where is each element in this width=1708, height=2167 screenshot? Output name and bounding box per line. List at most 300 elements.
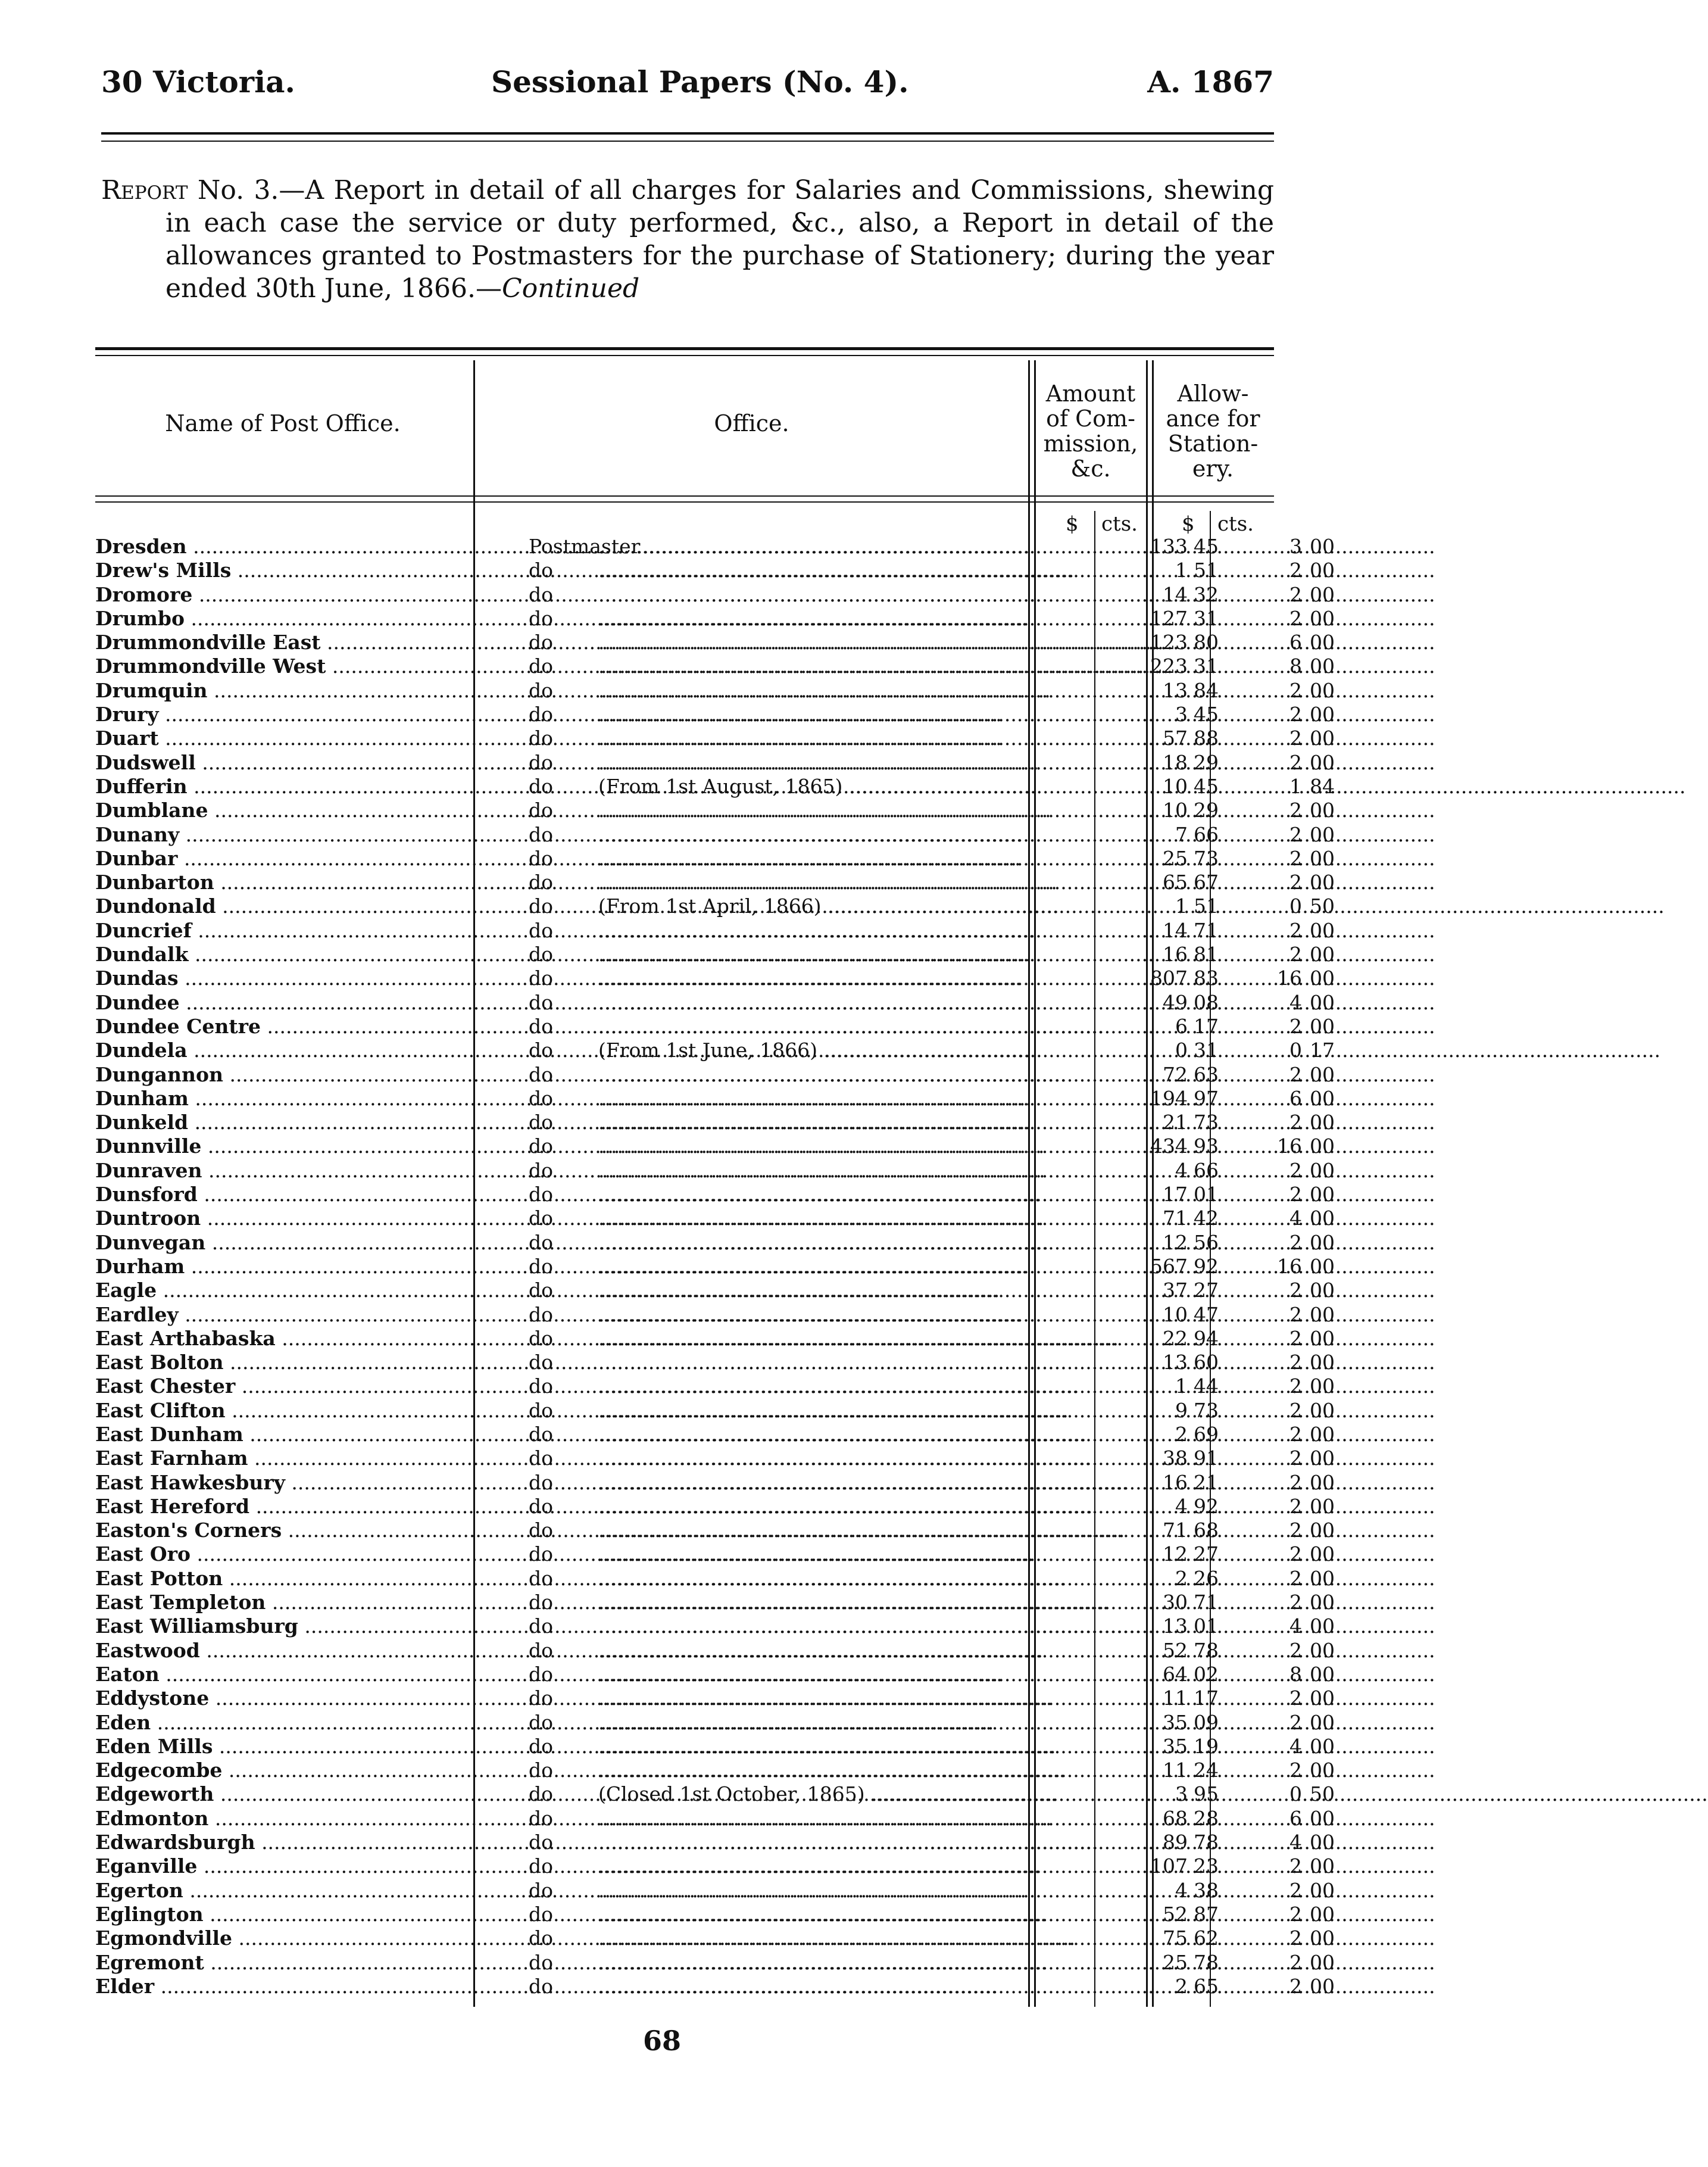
table-row bbox=[95, 1279, 1335, 1302]
office-title: do bbox=[529, 1758, 553, 1782]
stationery-dollars: 2 bbox=[1289, 1950, 1302, 1974]
commission-dollars: 10 bbox=[1163, 799, 1188, 822]
stationery-cents: 00 bbox=[1310, 1374, 1335, 1398]
office-title: do bbox=[529, 1134, 553, 1158]
office-title: do bbox=[529, 1158, 553, 1182]
stationery-dollars: 16 bbox=[1277, 1134, 1302, 1158]
commission-cents: 71 bbox=[1194, 1591, 1219, 1614]
commission-dollars: 4 bbox=[1175, 1878, 1188, 1902]
post-office-name: Egmondville ..... bbox=[95, 1926, 470, 1950]
stationery-cents: 00 bbox=[1310, 1134, 1335, 1158]
stationery-dollars: 0 bbox=[1289, 894, 1302, 918]
stationery-cents: 00 bbox=[1310, 871, 1335, 894]
commission-cents: 91 bbox=[1194, 1446, 1219, 1470]
stationery-cents: 00 bbox=[1310, 1111, 1335, 1134]
stationery-dollars: 4 bbox=[1289, 1734, 1302, 1758]
commission-dollars: 14 bbox=[1163, 918, 1188, 942]
commission-cents: 66 bbox=[1194, 1158, 1219, 1182]
header-rule-top bbox=[101, 132, 1274, 135]
stationery-dollars: 2 bbox=[1289, 822, 1302, 846]
stationery-cents: 00 bbox=[1310, 1302, 1335, 1326]
commission-dollars: 71 bbox=[1163, 1519, 1188, 1542]
table-row bbox=[95, 1230, 1335, 1255]
table-row bbox=[95, 990, 1335, 1015]
commission-cents: 92 bbox=[1194, 1254, 1219, 1278]
commission-cents: 83 bbox=[1194, 966, 1219, 990]
stationery-cents: 00 bbox=[1310, 1398, 1335, 1422]
commission-dollars: 57 bbox=[1163, 727, 1188, 750]
stationery-dollars: 4 bbox=[1289, 990, 1302, 1014]
post-office-name: Easton's Corners ..... bbox=[95, 1519, 470, 1542]
stationery-cents: 00 bbox=[1310, 1326, 1335, 1350]
post-office-name: Dunham ..... bbox=[95, 1087, 470, 1111]
commission-dollars: 37 bbox=[1163, 1279, 1188, 1302]
office-title: do bbox=[529, 1902, 553, 1926]
table-row bbox=[95, 1422, 1335, 1446]
stationery-cents: 00 bbox=[1310, 1470, 1335, 1494]
stationery-cents: 00 bbox=[1310, 943, 1335, 966]
office-title: do bbox=[529, 631, 553, 654]
commission-cents: 73 bbox=[1194, 1398, 1219, 1422]
post-office-name: Dundee ..... bbox=[95, 991, 470, 1015]
stationery-dollars: 2 bbox=[1289, 606, 1302, 630]
office-title: do bbox=[529, 1831, 553, 1854]
post-office-name: Drumquin ..... bbox=[95, 679, 470, 703]
stationery-cents: 00 bbox=[1310, 1254, 1335, 1278]
commission-cents: 80 bbox=[1194, 631, 1219, 654]
commission-cents: 73 bbox=[1194, 846, 1219, 870]
office-title: do bbox=[529, 990, 553, 1014]
table-row bbox=[95, 631, 1335, 654]
stationery-cents: 00 bbox=[1310, 1542, 1335, 1566]
stationery-cents: 00 bbox=[1310, 1854, 1335, 1878]
stationery-cents: 00 bbox=[1310, 1158, 1335, 1182]
stationery-dollars: 4 bbox=[1289, 1614, 1302, 1638]
commission-dollars: 49 bbox=[1163, 990, 1188, 1014]
stationery-cents: 00 bbox=[1310, 1279, 1335, 1302]
stationery-dollars: 2 bbox=[1289, 1519, 1302, 1542]
stationery-cents: 00 bbox=[1310, 1974, 1335, 1998]
report-continued: Continued bbox=[502, 273, 640, 304]
stationery-dollars: 1 bbox=[1289, 774, 1302, 798]
post-office-name: Drumbo ..... bbox=[95, 607, 470, 631]
commission-cents: 29 bbox=[1194, 750, 1219, 774]
office-title: do bbox=[529, 1519, 553, 1542]
post-office-table bbox=[95, 535, 1335, 1998]
table-row bbox=[95, 918, 1335, 943]
table-row bbox=[95, 1326, 1335, 1351]
post-office-name: East Templeton ..... bbox=[95, 1591, 470, 1614]
commission-dollars: 223 bbox=[1150, 654, 1188, 678]
commission-cents: 78 bbox=[1194, 1950, 1219, 1974]
office-title: do bbox=[529, 799, 553, 822]
post-office-name: Eddystone ..... bbox=[95, 1686, 470, 1710]
stationery-dollars: 8 bbox=[1289, 1662, 1302, 1686]
table-row bbox=[95, 1470, 1335, 1495]
table-row bbox=[95, 1806, 1335, 1831]
stationery-dollars: 2 bbox=[1289, 918, 1302, 942]
stationery-cents: 00 bbox=[1310, 1062, 1335, 1086]
post-office-name: Dundela ..... bbox=[95, 1039, 470, 1062]
post-office-name: Dromore ..... bbox=[95, 583, 470, 607]
office-title: do bbox=[529, 1734, 553, 1758]
commission-cents: 94 bbox=[1194, 1326, 1219, 1350]
table-row bbox=[95, 1710, 1335, 1735]
table-row bbox=[95, 1446, 1335, 1470]
office-title: do bbox=[529, 1254, 553, 1278]
office-title: do bbox=[529, 1470, 553, 1494]
column-header-amount: Amount of Com-mission, &c. bbox=[1043, 381, 1138, 482]
commission-cents: 62 bbox=[1194, 1926, 1219, 1950]
table-row bbox=[95, 1566, 1335, 1591]
report-text: No. 3.—A Report in detail of all charges for Salaries and Commissions, shewing in each case the service or duty performed, &c., also, a Report in detail of the allowances granted to Postmasters for the purchase of Stationery; during the year ended 30th June, 1866.— bbox=[166, 175, 1274, 304]
post-office-name: Eden Mills ..... bbox=[95, 1735, 470, 1758]
commission-cents: 63 bbox=[1194, 1062, 1219, 1086]
office-title: do bbox=[529, 774, 553, 798]
post-office-name: Eglington ..... bbox=[95, 1903, 470, 1926]
stationery-cents: 00 bbox=[1310, 559, 1335, 582]
stationery-dollars: 2 bbox=[1289, 678, 1302, 702]
office-title: do bbox=[529, 1111, 553, 1134]
stationery-cents: 00 bbox=[1310, 606, 1335, 630]
table-row bbox=[95, 1398, 1335, 1423]
commission-dollars: 567 bbox=[1150, 1254, 1188, 1278]
stationery-dollars: 2 bbox=[1289, 1710, 1302, 1734]
post-office-name: Edgeworth ..... bbox=[95, 1782, 470, 1806]
office-title: do bbox=[529, 1230, 553, 1254]
report-description bbox=[101, 174, 1274, 305]
post-office-name: Dunkeld ..... bbox=[95, 1111, 470, 1134]
commission-dollars: 11 bbox=[1163, 1758, 1188, 1782]
unit-cents-amount: cts. bbox=[1101, 512, 1138, 536]
table-row bbox=[95, 943, 1335, 966]
commission-cents: 38 bbox=[1194, 1878, 1219, 1902]
table-row bbox=[95, 1302, 1335, 1327]
stationery-dollars: 2 bbox=[1289, 1326, 1302, 1350]
commission-dollars: 22 bbox=[1163, 1326, 1188, 1350]
post-office-name: Eardley ..... bbox=[95, 1303, 470, 1327]
commission-cents: 73 bbox=[1194, 1111, 1219, 1134]
stationery-dollars: 2 bbox=[1289, 1302, 1302, 1326]
commission-cents: 09 bbox=[1194, 1710, 1219, 1734]
post-office-name: Dunraven ..... bbox=[95, 1159, 470, 1183]
commission-dollars: 3 bbox=[1175, 703, 1188, 727]
commission-dollars: 807 bbox=[1150, 966, 1188, 990]
commission-dollars: 133 bbox=[1150, 535, 1188, 558]
office-title: Postmaster bbox=[529, 535, 641, 558]
commission-dollars: 2 bbox=[1175, 1566, 1188, 1590]
commission-cents: 27 bbox=[1194, 1542, 1219, 1566]
table-row bbox=[95, 1351, 1335, 1374]
stationery-cents: 00 bbox=[1310, 1086, 1335, 1110]
commission-dollars: 25 bbox=[1163, 1950, 1188, 1974]
commission-cents: 45 bbox=[1194, 774, 1219, 798]
office-title: do bbox=[529, 1614, 553, 1638]
office-title: do bbox=[529, 1086, 553, 1110]
office-title: do bbox=[529, 1446, 553, 1470]
post-office-name: East Clifton ..... bbox=[95, 1399, 470, 1423]
table-row bbox=[95, 774, 1335, 799]
office-title: do bbox=[529, 678, 553, 702]
office-note: (From 1st April, 1866) ..... bbox=[598, 894, 1122, 918]
column-header-allowance: Allow-ance for Station-ery. bbox=[1166, 381, 1260, 482]
office-note: (Closed 1st October, 1865) ..... bbox=[598, 1782, 1122, 1806]
office-title: do bbox=[529, 1854, 553, 1878]
table-row bbox=[95, 1974, 1335, 1998]
office-title: do bbox=[529, 1710, 553, 1734]
commission-cents: 66 bbox=[1194, 822, 1219, 846]
office-title: do bbox=[529, 1302, 553, 1326]
stationery-dollars: 6 bbox=[1289, 1806, 1302, 1830]
commission-dollars: 14 bbox=[1163, 582, 1188, 606]
office-title: do bbox=[529, 1039, 553, 1062]
stationery-dollars: 2 bbox=[1289, 1422, 1302, 1446]
header-rule-bottom bbox=[101, 141, 1274, 142]
table-row bbox=[95, 966, 1335, 990]
office-title: do bbox=[529, 559, 553, 582]
table-row bbox=[95, 1111, 1335, 1134]
post-office-name: Dundee Centre ..... bbox=[95, 1015, 470, 1039]
stationery-dollars: 4 bbox=[1289, 1831, 1302, 1854]
post-office-name: East Hereford ..... bbox=[95, 1495, 470, 1519]
stationery-cents: 50 bbox=[1310, 1782, 1335, 1806]
stationery-cents: 00 bbox=[1310, 582, 1335, 606]
stationery-cents: 00 bbox=[1310, 1566, 1335, 1590]
table-row bbox=[95, 1926, 1335, 1950]
table-row bbox=[95, 1183, 1335, 1206]
table-row bbox=[95, 1086, 1335, 1111]
commission-cents: 68 bbox=[1194, 1519, 1219, 1542]
stationery-dollars: 2 bbox=[1289, 1351, 1302, 1374]
stationery-dollars: 3 bbox=[1289, 535, 1302, 558]
post-office-name: Egerton ..... bbox=[95, 1879, 470, 1903]
commission-cents: 47 bbox=[1194, 1302, 1219, 1326]
commission-dollars: 89 bbox=[1163, 1831, 1188, 1854]
commission-cents: 71 bbox=[1194, 918, 1219, 942]
commission-cents: 31 bbox=[1194, 654, 1219, 678]
commission-dollars: 10 bbox=[1163, 774, 1188, 798]
commission-dollars: 52 bbox=[1163, 1902, 1188, 1926]
stationery-dollars: 2 bbox=[1289, 582, 1302, 606]
stationery-cents: 00 bbox=[1310, 535, 1335, 558]
post-office-name: Eastwood ..... bbox=[95, 1639, 470, 1663]
commission-dollars: 65 bbox=[1163, 871, 1188, 894]
office-title: do bbox=[529, 1926, 553, 1950]
stationery-cents: 00 bbox=[1310, 1662, 1335, 1686]
post-office-name: East Potton ..... bbox=[95, 1567, 470, 1591]
post-office-name: Dunvegan ..... bbox=[95, 1231, 470, 1255]
table-row bbox=[95, 1591, 1335, 1614]
post-office-name: Dunbar ..... bbox=[95, 847, 470, 871]
office-title: do bbox=[529, 1566, 553, 1590]
table-row bbox=[95, 1039, 1335, 1062]
unit-dollar-amount: $ bbox=[1066, 512, 1079, 536]
table-row bbox=[95, 1902, 1335, 1926]
stationery-dollars: 2 bbox=[1289, 1230, 1302, 1254]
table-row bbox=[95, 703, 1335, 727]
stationery-dollars: 2 bbox=[1289, 750, 1302, 774]
page-number: 68 bbox=[643, 2025, 682, 2057]
stationery-dollars: 2 bbox=[1289, 1758, 1302, 1782]
table-row bbox=[95, 1782, 1335, 1806]
table-row bbox=[95, 1686, 1335, 1710]
commission-cents: 78 bbox=[1194, 1638, 1219, 1662]
office-title: do bbox=[529, 1279, 553, 1302]
commission-dollars: 13 bbox=[1163, 678, 1188, 702]
table-row bbox=[95, 1542, 1335, 1566]
office-note: (From 1st August, 1865) ..... bbox=[598, 775, 1122, 799]
commission-cents: 51 bbox=[1194, 559, 1219, 582]
commission-cents: 24 bbox=[1194, 1758, 1219, 1782]
office-note: (From 1st June, 1866) ..... bbox=[598, 1039, 1122, 1062]
post-office-name: East Dunham ..... bbox=[95, 1423, 470, 1446]
stationery-cents: 00 bbox=[1310, 1638, 1335, 1662]
table-row bbox=[95, 1758, 1335, 1782]
commission-dollars: 11 bbox=[1163, 1686, 1188, 1710]
post-office-name: Eganville ..... bbox=[95, 1854, 470, 1878]
stationery-dollars: 2 bbox=[1289, 1062, 1302, 1086]
office-title: do bbox=[529, 1398, 553, 1422]
commission-dollars: 12 bbox=[1163, 1542, 1188, 1566]
stationery-dollars: 2 bbox=[1289, 703, 1302, 727]
stationery-dollars: 2 bbox=[1289, 1638, 1302, 1662]
commission-cents: 08 bbox=[1194, 990, 1219, 1014]
post-office-name: Elder ..... bbox=[95, 1975, 470, 1998]
stationery-cents: 00 bbox=[1310, 678, 1335, 702]
table-row bbox=[95, 1614, 1335, 1638]
office-title: do bbox=[529, 943, 553, 966]
post-office-name: Dundalk ..... bbox=[95, 943, 470, 966]
table-row bbox=[95, 1134, 1335, 1158]
stationery-cents: 00 bbox=[1310, 1446, 1335, 1470]
commission-dollars: 2 bbox=[1175, 1974, 1188, 1998]
commission-cents: 97 bbox=[1194, 1086, 1219, 1110]
stationery-dollars: 2 bbox=[1289, 871, 1302, 894]
commission-dollars: 75 bbox=[1163, 1926, 1188, 1950]
table-row bbox=[95, 1494, 1335, 1519]
office-title: do bbox=[529, 1662, 553, 1686]
post-office-name: Drury ..... bbox=[95, 703, 470, 727]
commission-dollars: 17 bbox=[1163, 1183, 1188, 1206]
post-office-name: Dunsford ..... bbox=[95, 1183, 470, 1206]
report-lead: Report bbox=[101, 175, 188, 205]
stationery-dollars: 2 bbox=[1289, 1854, 1302, 1878]
stationery-dollars: 6 bbox=[1289, 1086, 1302, 1110]
table-row bbox=[95, 750, 1335, 775]
post-office-name: Eagle ..... bbox=[95, 1279, 470, 1302]
stationery-cents: 00 bbox=[1310, 1686, 1335, 1710]
commission-dollars: 71 bbox=[1163, 1206, 1188, 1230]
commission-cents: 17 bbox=[1194, 1014, 1219, 1038]
commission-cents: 93 bbox=[1194, 1134, 1219, 1158]
post-office-name: East Hawkesbury ..... bbox=[95, 1471, 470, 1495]
table-row bbox=[95, 1854, 1335, 1878]
post-office-name: Edgecombe ..... bbox=[95, 1758, 470, 1782]
office-title: do bbox=[529, 1062, 553, 1086]
stationery-cents: 00 bbox=[1310, 703, 1335, 727]
office-title: do bbox=[529, 1782, 553, 1806]
office-title: do bbox=[529, 1806, 553, 1830]
table-row bbox=[95, 678, 1335, 703]
table-row bbox=[95, 894, 1335, 918]
post-office-name: Dunbarton ..... bbox=[95, 871, 470, 894]
post-office-name: Duart ..... bbox=[95, 727, 470, 750]
office-title: do bbox=[529, 846, 553, 870]
stationery-dollars: 2 bbox=[1289, 1014, 1302, 1038]
commission-cents: 27 bbox=[1194, 1279, 1219, 1302]
table-row bbox=[95, 1519, 1335, 1542]
stationery-cents: 00 bbox=[1310, 1183, 1335, 1206]
commission-cents: 60 bbox=[1194, 1351, 1219, 1374]
table-row bbox=[95, 606, 1335, 631]
header-bottom-rule-2 bbox=[95, 501, 1274, 503]
stationery-dollars: 2 bbox=[1289, 1183, 1302, 1206]
commission-cents: 56 bbox=[1194, 1230, 1219, 1254]
header-bottom-rule bbox=[95, 495, 1274, 497]
commission-dollars: 13 bbox=[1163, 1351, 1188, 1374]
table-row bbox=[95, 1254, 1335, 1279]
stationery-cents: 00 bbox=[1310, 1351, 1335, 1374]
stationery-dollars: 2 bbox=[1289, 943, 1302, 966]
commission-dollars: 68 bbox=[1163, 1806, 1188, 1830]
office-title: do bbox=[529, 1326, 553, 1350]
commission-cents: 26 bbox=[1194, 1566, 1219, 1590]
commission-cents: 92 bbox=[1194, 1494, 1219, 1518]
office-title: do bbox=[529, 1014, 553, 1038]
stationery-cents: 00 bbox=[1310, 1806, 1335, 1830]
commission-dollars: 194 bbox=[1150, 1086, 1188, 1110]
office-title: do bbox=[529, 727, 553, 750]
stationery-dollars: 6 bbox=[1289, 631, 1302, 654]
post-office-name: East Arthabaska ..... bbox=[95, 1327, 470, 1351]
office-title: do bbox=[529, 1494, 553, 1518]
office-title: do bbox=[529, 1638, 553, 1662]
table-row bbox=[95, 1950, 1335, 1975]
post-office-name: Eden ..... bbox=[95, 1711, 470, 1735]
commission-dollars: 6 bbox=[1175, 1014, 1188, 1038]
stationery-dollars: 2 bbox=[1289, 1566, 1302, 1590]
stationery-dollars: 16 bbox=[1277, 1254, 1302, 1278]
office-title: do bbox=[529, 1878, 553, 1902]
stationery-dollars: 4 bbox=[1289, 1206, 1302, 1230]
stationery-dollars: 2 bbox=[1289, 559, 1302, 582]
commission-dollars: 4 bbox=[1175, 1494, 1188, 1518]
post-office-name: Drew's Mills ..... bbox=[95, 559, 470, 582]
commission-dollars: 30 bbox=[1163, 1591, 1188, 1614]
post-office-name: Dufferin ..... bbox=[95, 775, 470, 799]
stationery-dollars: 0 bbox=[1289, 1782, 1302, 1806]
commission-cents: 95 bbox=[1194, 1782, 1219, 1806]
commission-cents: 02 bbox=[1194, 1662, 1219, 1686]
table-row bbox=[95, 1734, 1335, 1758]
stationery-dollars: 8 bbox=[1289, 654, 1302, 678]
table-row bbox=[95, 559, 1335, 582]
unit-dollar-allowance: $ bbox=[1182, 512, 1195, 536]
office-title: do bbox=[529, 1183, 553, 1206]
commission-dollars: 16 bbox=[1163, 1470, 1188, 1494]
post-office-name: East Chester ..... bbox=[95, 1374, 470, 1398]
stationery-dollars: 16 bbox=[1277, 966, 1302, 990]
stationery-cents: 00 bbox=[1310, 822, 1335, 846]
stationery-cents: 00 bbox=[1310, 750, 1335, 774]
office-title: do bbox=[529, 822, 553, 846]
commission-cents: 65 bbox=[1194, 1974, 1219, 1998]
stationery-dollars: 2 bbox=[1289, 1158, 1302, 1182]
stationery-cents: 00 bbox=[1310, 1902, 1335, 1926]
stationery-cents: 00 bbox=[1310, 1950, 1335, 1974]
office-title: do bbox=[529, 582, 553, 606]
stationery-dollars: 2 bbox=[1289, 1374, 1302, 1398]
